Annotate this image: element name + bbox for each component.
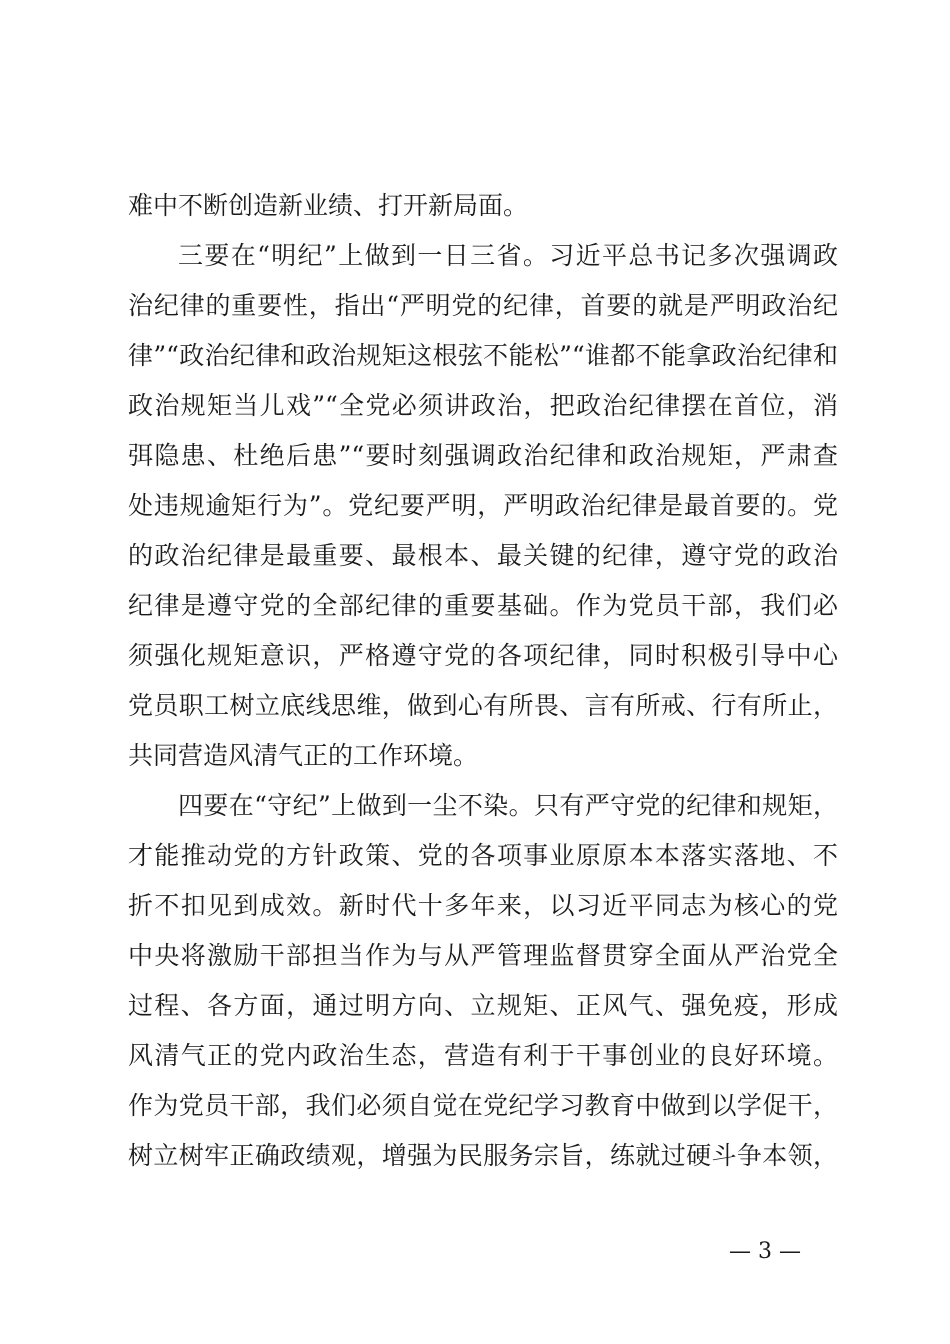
paragraph-start-line: 三要在“明纪”上做到一日三省。习近平总书记多次强调政: [178, 241, 838, 270]
text-line: 难中不断创造新业绩、打开新局面。: [128, 191, 529, 220]
text-line: 处违规逾矩行为”。党纪要严明，严明政治纪律是最首要的。党: [128, 491, 838, 520]
text-line: 共同营造风清气正的工作环境。: [128, 741, 479, 770]
text-line: 须强化规矩意识，严格遵守党的各项纪律，同时积极引导中心: [128, 641, 838, 670]
text-line: 树立树牢正确政绩观，增强为民服务宗旨，练就过硬斗争本领，: [128, 1141, 838, 1170]
text-line: 风清气正的党内政治生态，营造有利于干事创业的良好环境。: [128, 1041, 838, 1070]
text-line: 党员职工树立底线思维，做到心有所畏、言有所戒、行有所止，: [128, 691, 838, 720]
text-line: 作为党员干部，我们必须自觉在党纪学习教育中做到以学促干，: [128, 1091, 838, 1120]
text-line: 才能推动党的方针政策、党的各项事业原原本本落实落地、不: [128, 841, 838, 870]
text-line: 弭隐患、杜绝后患”“要时刻强调政治纪律和政治规矩，严肃查: [128, 441, 838, 470]
text-line: 折不扣见到成效。新时代十多年来，以习近平同志为核心的党: [128, 891, 838, 920]
text-line: 的政治纪律是最重要、最根本、最关键的纪律，遵守党的政治: [128, 541, 838, 570]
text-line: 律”“政治纪律和政治规矩这根弦不能松”“谁都不能拿政治纪律和: [128, 341, 838, 370]
text-line: 过程、各方面，通过明方向、立规矩、正风气、强免疫，形成: [128, 991, 838, 1020]
page-number: — 3 —: [729, 1239, 801, 1264]
text-line: 中央将激励干部担当作为与从严管理监督贯穿全面从严治党全: [128, 941, 838, 970]
text-line: 治纪律的重要性，指出“严明党的纪律，首要的就是严明政治纪: [128, 291, 838, 320]
paragraph-start-line: 四要在“守纪”上做到一尘不染。只有严守党的纪律和规矩，: [178, 791, 838, 820]
text-line: 纪律是遵守党的全部纪律的重要基础。作为党员干部，我们必: [128, 591, 838, 620]
text-line: 政治规矩当儿戏”“全党必须讲政治，把政治纪律摆在首位，消: [128, 391, 838, 420]
